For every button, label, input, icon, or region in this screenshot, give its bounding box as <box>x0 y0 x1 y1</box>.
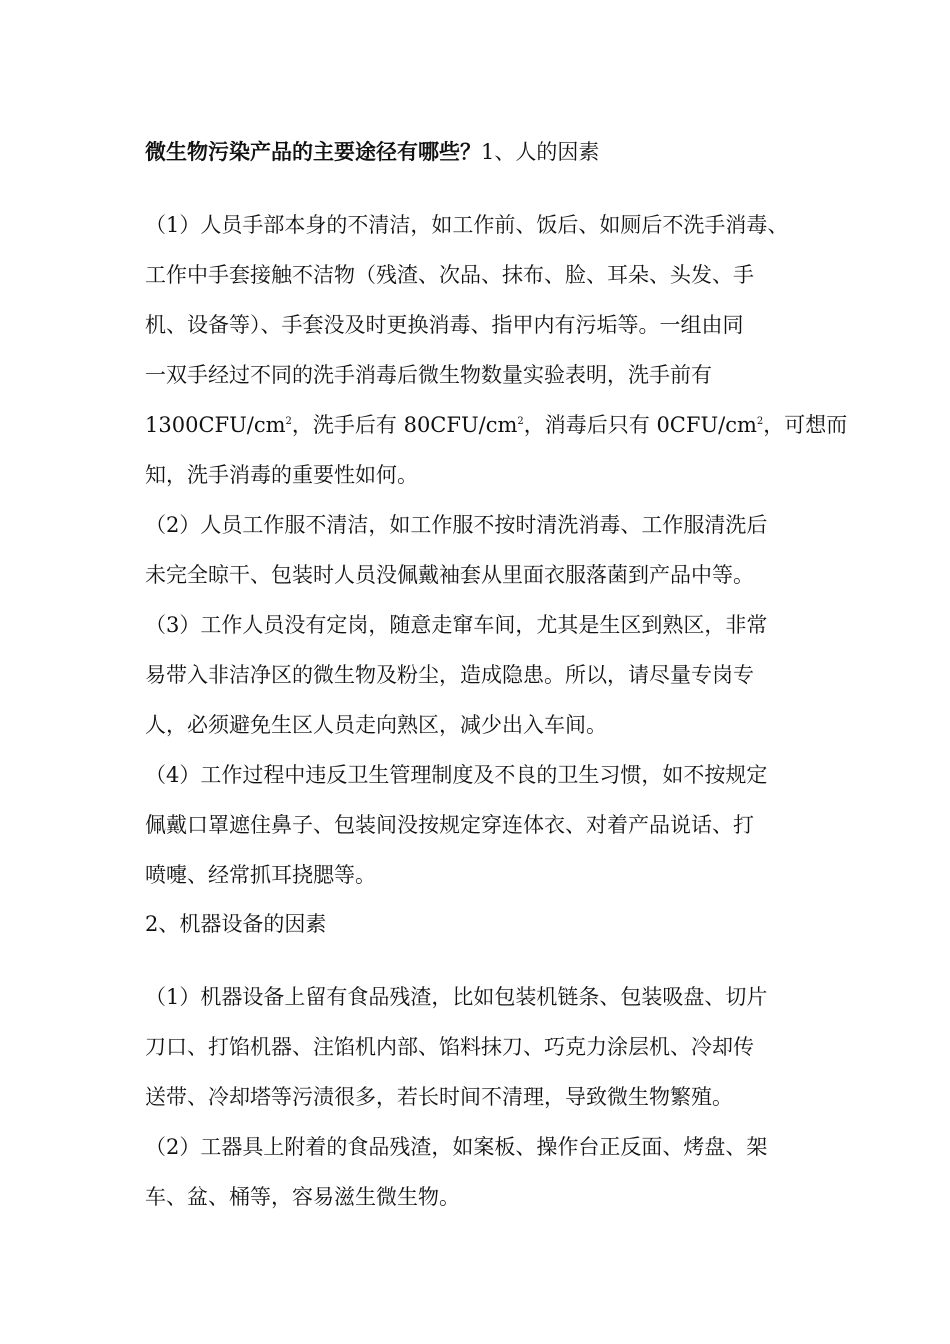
paragraph-machine-residue <box>145 972 815 1122</box>
text-line: 未完全晾干、包装时人员没佩戴袖套从里面衣服落菌到产品中等。 <box>145 563 754 587</box>
superscript: 2 <box>285 416 292 427</box>
text-line: 人，必须避免生区人员走向熟区，减少出入车间。 <box>145 713 607 737</box>
text-line: （4）工作过程中违反卫生管理制度及不良的卫生习惯，如不按规定 <box>145 763 768 787</box>
text-line: 刀口、打馅机器、注馅机内部、馅料抹刀、巧克力涂层机、冷却传 <box>145 1035 754 1059</box>
text-line: （1）机器设备上留有食品残渣，比如包装机链条、包装吸盘、切片 <box>145 985 768 1009</box>
document-title <box>145 128 815 176</box>
text-line: （2）人员工作服不清洁，如工作服不按时清洗消毒、工作服清洗后 <box>145 513 768 537</box>
text-line: 喷嚏、经常抓耳挠腮等。 <box>145 863 376 887</box>
text-line: 易带入非洁净区的微生物及粉尘，造成隐患。所以，请尽量专岗专 <box>145 663 754 687</box>
text-line: 一双手经过不同的洗手消毒后微生物数量实验表明，洗手前有 <box>145 363 712 387</box>
text-fragment: 1300CFU/cm <box>145 413 286 437</box>
section-2-title: 2、机器设备的因素 <box>145 912 327 936</box>
superscript: 2 <box>756 416 764 427</box>
text-fragment: ，消毒后只有 0CFU/cm <box>523 413 757 437</box>
paragraph-hands <box>145 200 848 500</box>
paragraph-posts <box>145 600 815 750</box>
text-line: （1）人员手部本身的不清洁，如工作前、饭后、如厕后不洗手消毒、 <box>145 213 789 237</box>
text-line-cfu <box>145 400 848 450</box>
superscript: 2 <box>517 416 524 427</box>
text-fragment: ，可想而 <box>763 413 848 437</box>
title-question: 微生物污染产品的主要途径有哪些？ <box>145 139 481 164</box>
document-body <box>145 128 848 1222</box>
text-line: 机、设备等）、手套没及时更换消毒、指甲内有污垢等。一组由同 <box>145 313 744 337</box>
text-line: 车、盆、桶等，容易滋生微生物。 <box>145 1185 460 1209</box>
text-line: 知，洗手消毒的重要性如何。 <box>145 463 418 487</box>
text-fragment: ，洗手后有 80CFU/cm <box>291 413 518 437</box>
text-line: （3）工作人员没有定岗，随意走窜车间，尤其是生区到熟区，非常 <box>145 613 768 637</box>
text-line: （2）工器具上附着的食品残渣，如案板、操作台正反面、烤盘、架 <box>145 1135 768 1159</box>
spacer <box>145 948 815 972</box>
text-line: 佩戴口罩遮住鼻子、包装间没按规定穿连体衣、对着产品说话、打 <box>145 813 754 837</box>
paragraph-hygiene-habits <box>145 750 815 900</box>
title-section-1: 1、人的因素 <box>481 140 600 164</box>
spacer <box>145 176 815 200</box>
text-line: 送带、冷却塔等污渍很多，若长时间不清理，导致微生物繁殖。 <box>145 1085 733 1109</box>
paragraph-tools-residue <box>145 1122 815 1222</box>
paragraph-workwear <box>145 500 815 600</box>
text-line: 工作中手套接触不洁物（残渣、次品、抹布、脸、耳朵、头发、手 <box>145 263 754 287</box>
